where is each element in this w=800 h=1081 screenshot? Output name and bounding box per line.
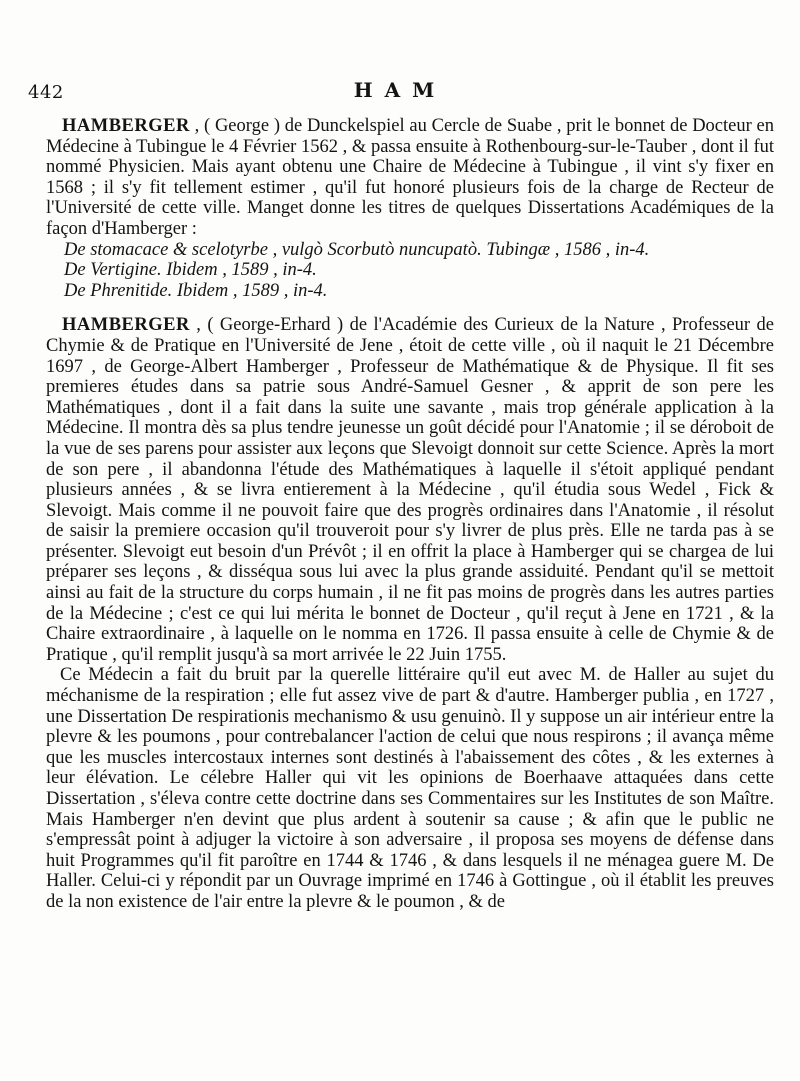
dissertation-item: De Vertigine. Ibidem , 1589 , in-4. — [64, 260, 317, 281]
entry-paragraph: Ce Médecin a fait du bruit par la querelle littéraire qu'il eut avec M. de Haller au sujet du méchanisme de la respiration ; elle fut assez vive de part & d'autre. Hamberger publia , en 1727 , une Dissertation De respirationis mechanismo & usu genuinò. Il y suppose un air intérieur entre la plevre & les poumons , pour contrebalancer l'action de celui que nous respirons ; il avança même que les muscles intercostaux internes sont destinés à l'abaissement des côtes , & les externes à leur élévation. Le célebre Haller qui vit les opinions de Boerhaave attaquées dans cette Dissertation , s'éleva contre cette doctrine dans ses Commentaires sur les Institutes de son Maître. Mais Hamberger n'en devint que plus ardent à soutenir sa cause ; & afin que le public ne s'empressât point à adjuger la victoire à son adversaire , il proposa ses moyens de défense dans huit Programmes qu'il fit paroître en 1744 & 1746 , & dans lesquels il ne ménagea guere M. De Haller. Celui-ci y répondit par un Ouvrage imprimé en 1746 à Gottingue , où il établit les preuves de la non existence de l'air entre la plevre & le poumon , & de — [46, 665, 774, 912]
entry-hamberger-george — [46, 116, 774, 301]
dissertation-item: De stomacace & scelotyrbe , vulgò Scorbutò nuncupatò. Tubingæ , 1586 , in-4. — [64, 239, 650, 260]
page-body — [46, 116, 774, 913]
dissertation-item: De Phrenitide. Ibidem , 1589 , in-4. — [64, 280, 328, 301]
dissertation-list — [64, 240, 774, 302]
running-title: HAM — [353, 78, 447, 102]
entry-headword: HAMBERGER — [62, 315, 190, 336]
page-number: 442 — [28, 82, 64, 103]
entry-paragraph — [46, 315, 774, 665]
entry-text: , ( George ) de Dunckelspiel au Cercle de Suabe , prit le bonnet de Docteur en Médecine à Tubingue le 4 Février 1562 , & passa ensuite à Rothenbourg-sur-le-Tauber , dont il fut nommé Physicien. Mais ayant obtenu une Chaire de Médecine à Tubingue , il vint s'y fixer en 1568 ; il s'y fit tellement estimer , qu'il fut honoré plusieurs fois de la charge de Recteur de l'Université de cette ville. Manget donne les titres de quelques Dissertations Académiques de la façon d'Hamberger : — [46, 116, 775, 239]
entry-separator — [46, 301, 774, 315]
entry-text: , ( George-Erhard ) de l'Académie des Curieux de la Nature , Professeur de Chymie & de Pratique en l'Université de Jene , étoit de cette ville , où il naquit le 21 Décembre 1697 , de George-Albert Hamberger , Professeur de Mathématique & de Physique. Il fit ses premieres études dans sa patrie sous André-Samuel Gesner , & apprit de son pere les Mathématiques , dont il a fait dans la suite une savante , mais trop générale application à la Médecine. Il montra dès sa plus tendre jeunesse un goût décidé pour l'Anatomie ; il se déroboit de la vue de ses parens pour assister aux leçons que Slevoigt donnoit sur cette Science. Après la mort de son pere , il abandonna l'étude des Mathématiques à laquelle il s'étoit appliqué pendant plusieurs années , & se livra entierement à la Médecine , qu'il étudia sous Wedel , Fick & Slevoigt. Mais comme il ne pouvoit faire que des progrès ordinaires dans l'Anatomie , il résolut de saisir la premiere occasion qu'il trouveroit pour s'y livrer de plus près. Elle ne tarda pas à se présenter. Slevoigt eut besoin d'un Prévôt ; il en offrit la place à Hamberger qui se chargea de lui préparer ses leçons , & disséqua sous lui avec la plus grande assiduité. Pendant qu'il se mettoit ainsi au fait de la structure du corps humain , il ne fit pas moins de progrès dans les autres parties de la Médecine ; c'est ce qui lui mérita le bonnet de Docteur , qu'il reçut à Jene en 1721 , & la Chaire extraordinaire , à laquelle on le nomma en 1726. Il passa ensuite à celle de Chymie & de Pratique , qu'il remplit jusqu'à sa mort arrivée le 22 Juin 1755. — [46, 315, 774, 665]
entry-headword: HAMBERGER — [62, 116, 190, 136]
entry-paragraph — [46, 116, 774, 240]
entry-hamberger-george-erhard — [46, 315, 774, 912]
